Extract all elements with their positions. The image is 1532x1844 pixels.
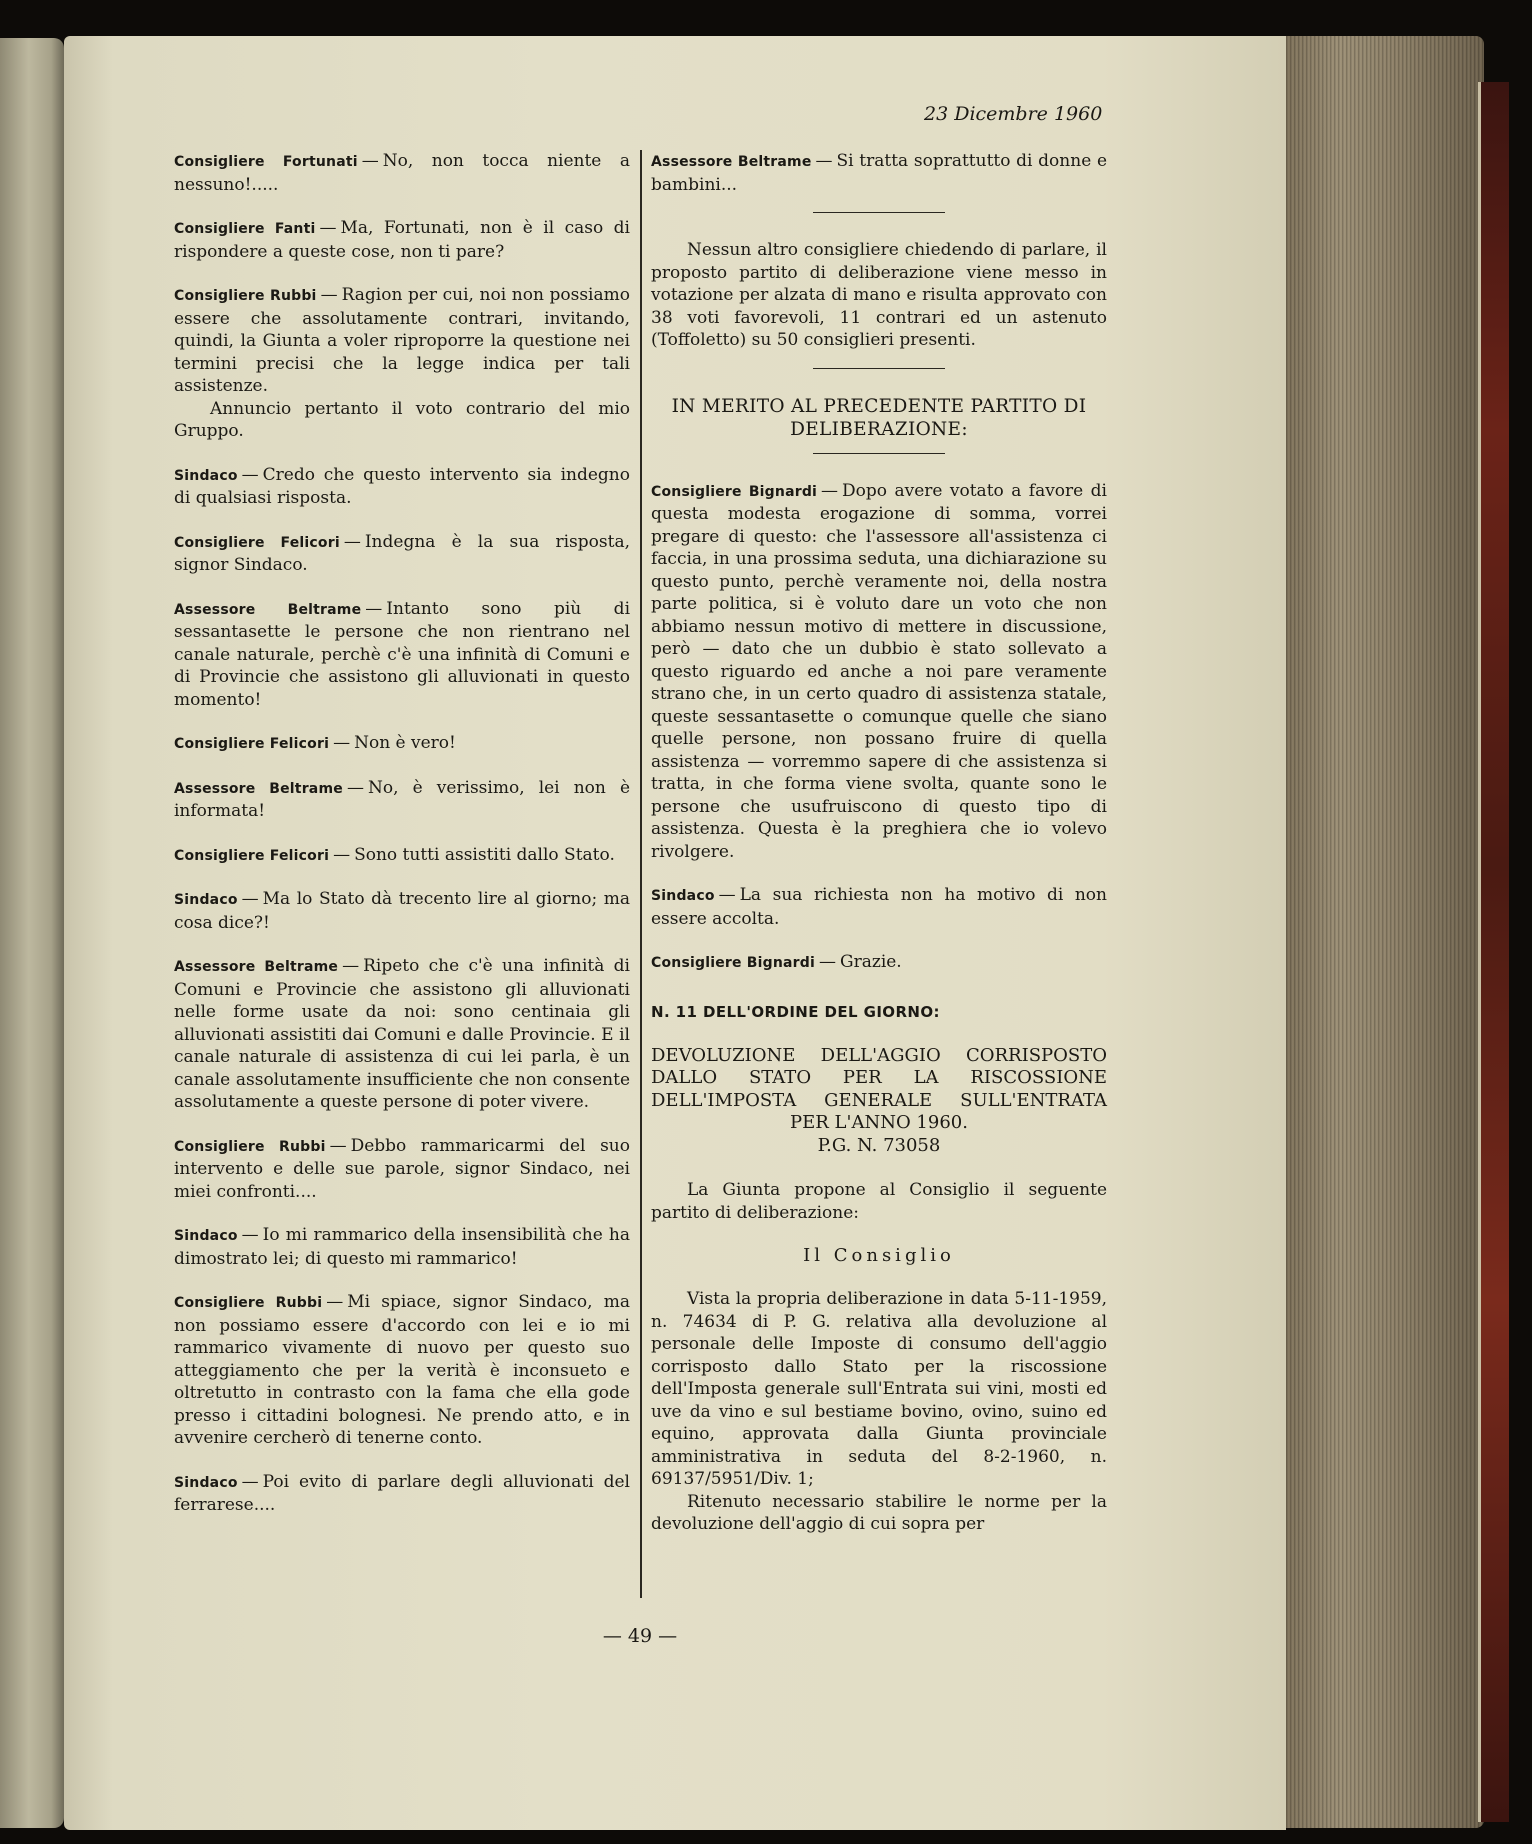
protocol-number: P.G. N. 73058 bbox=[817, 1134, 941, 1156]
vote-result: Nessun altro consigliere chiedendo di parlare, il proposto partito di deliberazione viene messo in votazione per alzata di mano e risulta approvato con 38 voti favorevoli, 11 contrari ed un astenuto (Toffoletto) su 50 consiglieri presenti. bbox=[651, 240, 1107, 350]
transcript-entry: Sindaco — Poi evito di parlare degli alluvionati del ferrarese.... bbox=[174, 1471, 630, 1515]
speech-text: Annuncio pertanto il voto contrario del mio Gruppo. bbox=[174, 398, 630, 441]
vista-paragraph: Vista la propria deliberazione in data 5-11-1959, n. 74634 di P. G. relativa alla devoluzione al personale delle Imposte di consumo dell'aggio corrisposto dallo Stato per la riscossione dell'Imposta generale sull'Entrata sui vini, mosti ed uve da vino e sul bestiame bovino, ovino, suino ed equino, approvata dalla Giunta provinciale amministrativa in seduta del 8-2-1960, n. 69137/5951/Div. 1; bbox=[651, 1289, 1107, 1489]
speech-text: Si tratta soprattutto di donne e bambini... bbox=[651, 151, 1107, 195]
column-divider bbox=[640, 150, 642, 1598]
transcript-entry: Assessore Beltrame — Intanto sono più di sessantasette le persone che non rientrano nel canale naturale, perchè c'è una infinità di Comuni e di Provincie che assistono gli alluvionati in questo momento! bbox=[174, 598, 631, 710]
speech-text: Ma, Fortunati, non è il caso di rispondere a queste cose, non ti pare? bbox=[174, 218, 630, 262]
transcript-entry: Sindaco — La sua richiesta non ha motivo di non essere accolta. bbox=[651, 885, 1107, 929]
transcript-entry: Assessore Beltrame — Ripeto che c'è una infinità di Comuni e Provincie che assistono gli alluvionati nelle forme usate da noi: sono centinaia gli alluvionati assistiti dai Comuni e dalle Provincie. E il canale naturale di assistenza di cui lei parla, è un canale assolutamente insufficiente che non consente assolutamente a queste persone di poter vivere. bbox=[174, 956, 630, 1112]
speech-text: Dopo avere votato a favore di questa modesta erogazione di somma, vorrei pregare di questo: che l'assessore all'assistenza ci faccia, in una prossima seduta, una dichiarazione su questo punto, perchè veramente noi, della nostra parte politica, si è voluto dare un voto che non abbiamo nessun motivo di mettere in discussione, però — dato che un dubbio è stato sollevato a questo riguardo ed anche a noi pare veramente strano che, in un certo quadro di assistenza statale, queste sessantasette o comunque quelle che siano quelle persone, non possano fruire di quella assistenza — vorremmo sapere di che assistenza si tratta, in che forma viene svolta, quante sono le persone che usufruiscono di questo tipo di assistenza. Questa è la preghiera che io volevo rivolgere. bbox=[651, 480, 1107, 862]
transcript-entry: Consigliere Fortunati — No, non tocca niente a nessuno!..... bbox=[174, 151, 630, 195]
transcript-entry: Consigliere Bignardi — Grazie. bbox=[651, 952, 902, 972]
speech-text: Ripeto che c'è una infinità di Comuni e Provincie che assistono gli alluvionati nelle forme usate da noi: sono centinaia gli alluvionati assistiti dai Comuni e dalle Provincie. E il canale naturale di assistenza di cui lei parla, è un canale assolutamente insufficiente che non consente assolutamente a queste persone di poter vivere. bbox=[174, 956, 630, 1112]
speaker-name: Consigliere Felicori bbox=[174, 736, 330, 752]
speaker-name: Consigliere Felicori bbox=[174, 534, 340, 551]
agenda-item-heading: N. 11 DELL'ORDINE DEL GIORNO: bbox=[651, 1002, 940, 1021]
speech-text: Credo che questo intervento sia indegno di qualsiasi risposta. bbox=[174, 464, 630, 508]
speaker-name: Consigliere Felicori bbox=[174, 847, 330, 864]
speaker-name: Consigliere Fortunati bbox=[174, 154, 358, 170]
devolution-title: DEVOLUZIONE DELL'AGGIO CORRISPOSTO DALLO STATO PER LA RISCOSSIONE DELL'IMPOSTA GENERALE SULL'ENTRATA PER L'ANNO 1960. bbox=[651, 1044, 1107, 1133]
speech-text: No, non tocca niente a nessuno!..... bbox=[174, 151, 630, 195]
transcript-entry: Consigliere Bignardi — Dopo avere votato a favore di questa modesta erogazione di somma, vorrei pregare di questo: che l'assessore all'assistenza ci faccia, in una prossima seduta, una dichiarazione su questo punto, perchè veramente noi, della nostra parte politica, si è voluto dare un voto che non abbiamo nessun motivo di mettere in discussione, però — dato che un dubbio è stato sollevato a questo riguardo ed anche a noi pare veramente strano che, in un certo quadro di assistenza statale, queste sessantasette o comunque quelle che siano quelle persone, non possano fruire di quella assistenza — vorremmo sapere di che assistenza si tratta, in che forma viene svolta, quante sono le persone che usufruiscono di questo tipo di assistenza. Questa è la preghiera che io volevo rivolgere. bbox=[651, 480, 1107, 862]
speaker-name: Assessore Beltrame bbox=[174, 601, 362, 618]
transcript-entry: Consigliere Felicori — Indegna è la sua risposta, signor Sindaco. bbox=[174, 531, 630, 575]
speaker-name: Assessore Beltrame bbox=[174, 780, 343, 797]
speaker-name: Sindaco bbox=[174, 1228, 238, 1244]
speaker-name: Sindaco bbox=[174, 467, 238, 484]
speech-text: Mi spiace, signor Sindaco, ma non possiamo essere d'accordo con lei e io mi rammarico vivamente di nuovo per questo suo atteggiamento che per la verità è inconsueto e oltretutto in contrasto con la fama che ella gode presso i cittadini bolognesi. Ne prendo atto, e in avvenire cercherò di tenerne conto. bbox=[174, 1292, 630, 1448]
speaker-name: Sindaco bbox=[174, 1474, 238, 1491]
facing-page-edge bbox=[0, 38, 64, 1828]
speaker-name: Consigliere Rubbi bbox=[174, 1138, 326, 1155]
speech-text: Io mi rammarico della insensibilità che ha dimostrato lei; di questo mi rammarico! bbox=[174, 1225, 630, 1269]
transcript-entry: Consigliere Felicori — Sono tutti assistiti dallo Stato. bbox=[174, 844, 615, 865]
speaker-name: Consigliere Bignardi bbox=[651, 955, 816, 971]
right-column bbox=[651, 150, 1107, 1557]
speech-text: Indegna è la sua risposta, signor Sindaco. bbox=[174, 531, 630, 575]
speech-text: Non è vero! bbox=[354, 733, 456, 753]
book-page-edges bbox=[1278, 36, 1484, 1828]
transcript-entry: Consigliere Rubbi — Mi spiace, signor Sindaco, ma non possiamo essere d'accordo con lei e io mi rammarico vivamente di nuovo per questo suo atteggiamento che per la verità è inconsueto e oltretutto in contrasto con la fama che ella gode presso i cittadini bolognesi. Ne prendo atto, e in avvenire cercherò di tenerne conto. bbox=[174, 1292, 630, 1448]
transcript-entry-continuation bbox=[174, 398, 630, 443]
speaker-name: Consigliere Fanti bbox=[174, 221, 316, 237]
merit-heading: IN MERITO AL PRECEDENTE PARTITO DI DELIBERAZIONE: bbox=[671, 395, 1087, 440]
speaker-name: Sindaco bbox=[651, 888, 715, 904]
speaker-name: Assessore Beltrame bbox=[651, 154, 812, 170]
book-binding bbox=[1478, 82, 1509, 1822]
speaker-name: Sindaco bbox=[174, 892, 238, 908]
speaker-name: Consigliere Bignardi bbox=[651, 483, 818, 500]
transcript-entry: Sindaco — Credo che questo intervento sia indegno di qualsiasi risposta. bbox=[174, 464, 630, 508]
transcript-entry: Consigliere Fanti — Ma, Fortunati, non è il caso di rispondere a queste cose, non ti pare? bbox=[174, 218, 630, 262]
giunta-proposal: La Giunta propone al Consiglio il seguente partito di deliberazione: bbox=[651, 1180, 1107, 1223]
speech-text: Grazie. bbox=[840, 952, 902, 972]
transcript-entry: Consigliere Rubbi — Debbo rammaricarmi del suo intervento e delle sue parole, signor Sindaco, nei miei confronti.... bbox=[174, 1135, 630, 1202]
speaker-name: Consigliere Rubbi bbox=[174, 288, 317, 304]
speech-text: Intanto sono più di sessantasette le persone che non rientrano nel canale naturale, perchè c'è una infinità di Comuni e di Provincie che assistono gli alluvionati in questo momento! bbox=[174, 598, 631, 710]
section-rule bbox=[813, 453, 945, 454]
section-rule bbox=[813, 368, 945, 369]
speech-text: Poi evito di parlare degli alluvionati del ferrarese.... bbox=[174, 1471, 630, 1515]
transcript-entry: Assessore Beltrame — No, è verissimo, lei non è informata! bbox=[174, 777, 631, 821]
speech-text: No, è verissimo, lei non è informata! bbox=[174, 777, 631, 821]
section-rule bbox=[813, 212, 945, 213]
transcript-entry: Sindaco — Io mi rammarico della insensibilità che ha dimostrato lei; di questo mi rammarico! bbox=[174, 1225, 630, 1269]
speaker-name: Assessore Beltrame bbox=[174, 959, 339, 975]
page-number: — 49 — bbox=[602, 1625, 678, 1647]
speech-text: Debbo rammaricarmi del suo intervento e delle sue parole, signor Sindaco, nei miei confronti.... bbox=[174, 1135, 630, 1202]
transcript-entry: Consigliere Felicori — Non è vero! bbox=[174, 733, 456, 753]
speech-text: Ragion per cui, noi non possiamo essere che assolutamente contrari, invitando, quindi, la Giunta a voler riproporre la questione nei termini precisi che la legge indica per tali assistenze. bbox=[174, 285, 630, 396]
transcript-entry: Sindaco — Ma lo Stato dà trecento lire al giorno; ma cosa dice?! bbox=[174, 889, 630, 933]
header-date: 23 Dicembre 1960 bbox=[924, 103, 1103, 125]
speech-text: Sono tutti assistiti dallo Stato. bbox=[354, 844, 615, 865]
consiglio-heading: Il Consiglio bbox=[803, 1245, 955, 1266]
speaker-name: Consigliere Rubbi bbox=[174, 1295, 323, 1311]
left-column bbox=[174, 150, 630, 1538]
speech-text: La sua richiesta non ha motivo di non essere accolta. bbox=[651, 885, 1107, 929]
transcript-entry: Assessore Beltrame — Si tratta soprattutto di donne e bambini... bbox=[651, 151, 1107, 195]
transcript-entry: Consigliere Rubbi — Ragion per cui, noi non possiamo essere che assolutamente contrari, invitando, quindi, la Giunta a voler riproporre la questione nei termini precisi che la legge indica per tali assistenze. bbox=[174, 285, 630, 396]
speech-text: Ma lo Stato dà trecento lire al giorno; ma cosa dice?! bbox=[174, 889, 630, 933]
ritenuto-paragraph: Ritenuto necessario stabilire le norme per la devoluzione dell'aggio di cui sopra per bbox=[651, 1491, 1107, 1534]
